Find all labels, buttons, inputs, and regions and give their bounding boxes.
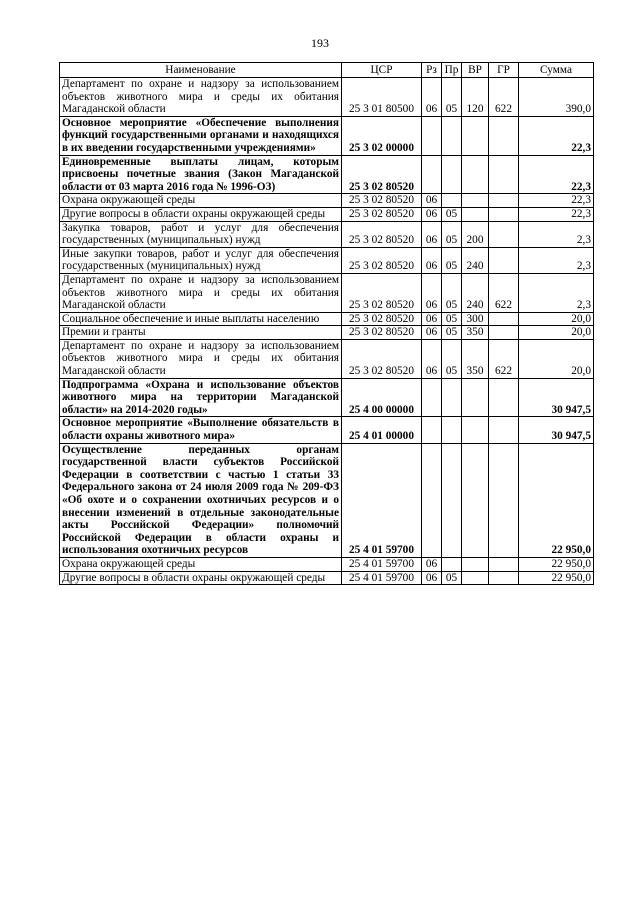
table-row bbox=[60, 326, 594, 340]
cell-sum: 22,3 bbox=[519, 194, 594, 208]
cell-rz: 06 bbox=[422, 247, 442, 273]
cell-vr bbox=[462, 557, 489, 571]
cell-csr: 25 4 01 59700 bbox=[342, 443, 422, 557]
table-row bbox=[60, 194, 594, 208]
cell-vr: 350 bbox=[462, 326, 489, 340]
table-row bbox=[60, 571, 594, 585]
cell-csr: 25 3 02 80520 bbox=[342, 247, 422, 273]
cell-gr bbox=[489, 378, 519, 417]
cell-rz: 06 bbox=[422, 78, 442, 117]
cell-name: Департамент по охране и надзору за использованием объектов животного мира и среды их обитания Магаданской области bbox=[60, 273, 342, 312]
cell-vr bbox=[462, 571, 489, 585]
cell-vr: 240 bbox=[462, 247, 489, 273]
cell-pr: 05 bbox=[442, 273, 462, 312]
cell-rz: 06 bbox=[422, 557, 442, 571]
table-row bbox=[60, 247, 594, 273]
cell-pr: 05 bbox=[442, 571, 462, 585]
cell-vr: 300 bbox=[462, 312, 489, 326]
header-rz: Рз bbox=[422, 63, 442, 78]
header-csr: ЦСР bbox=[342, 63, 422, 78]
table-row bbox=[60, 417, 594, 443]
header-name: Наименование bbox=[60, 63, 342, 78]
cell-name: Иные закупки товаров, работ и услуг для обеспечения государственных (муниципальных) нужд bbox=[60, 247, 342, 273]
cell-sum: 20,0 bbox=[519, 326, 594, 340]
cell-rz: 06 bbox=[422, 339, 442, 378]
cell-gr bbox=[489, 417, 519, 443]
cell-pr bbox=[442, 116, 462, 155]
cell-gr bbox=[489, 221, 519, 247]
cell-pr bbox=[442, 155, 462, 194]
table-body bbox=[60, 78, 594, 585]
cell-gr: 622 bbox=[489, 273, 519, 312]
table-row bbox=[60, 207, 594, 221]
table-row bbox=[60, 273, 594, 312]
cell-csr: 25 3 01 80500 bbox=[342, 78, 422, 117]
cell-name: Департамент по охране и надзору за использованием объектов животного мира и среды их обитания Магаданской области bbox=[60, 78, 342, 117]
cell-sum: 20,0 bbox=[519, 312, 594, 326]
cell-sum: 22 950,0 bbox=[519, 571, 594, 585]
cell-gr: 622 bbox=[489, 339, 519, 378]
cell-csr: 25 3 02 80520 bbox=[342, 221, 422, 247]
cell-vr: 240 bbox=[462, 273, 489, 312]
cell-csr: 25 4 01 59700 bbox=[342, 557, 422, 571]
cell-name: Охрана окружающей среды bbox=[60, 194, 342, 208]
cell-name: Основное мероприятие «Выполнение обязательств в области охраны животного мира» bbox=[60, 417, 342, 443]
cell-csr: 25 3 02 80520 bbox=[342, 339, 422, 378]
cell-gr bbox=[489, 326, 519, 340]
cell-pr: 05 bbox=[442, 339, 462, 378]
cell-csr: 25 3 02 00000 bbox=[342, 116, 422, 155]
cell-gr bbox=[489, 312, 519, 326]
cell-name: Другие вопросы в области охраны окружающей среды bbox=[60, 571, 342, 585]
cell-rz: 06 bbox=[422, 571, 442, 585]
cell-rz bbox=[422, 116, 442, 155]
cell-name: Осуществление переданных органам государственной власти субъектов Российской Федерации в соответствии с частью 1 статьи 33 Федерального закона от 24 июля 2009 года № 209-ФЗ «Об охоте и о сохранении охотничьих ресурсов и о внесении изменений в отдельные законодательные акты Российской Федерации» полномочий Российской Федерации в области охраны и использования охотничьих ресурсов bbox=[60, 443, 342, 557]
cell-csr: 25 3 02 80520 bbox=[342, 194, 422, 208]
header-gr: ГР bbox=[489, 63, 519, 78]
cell-pr bbox=[442, 417, 462, 443]
table-row bbox=[60, 116, 594, 155]
cell-vr bbox=[462, 116, 489, 155]
cell-vr: 200 bbox=[462, 221, 489, 247]
cell-name: Единовременные выплаты лицам, которым присвоены почетные звания (Закон Магаданской области от 03 марта 2016 года № 1996-ОЗ) bbox=[60, 155, 342, 194]
cell-csr: 25 4 00 00000 bbox=[342, 378, 422, 417]
cell-vr: 350 bbox=[462, 339, 489, 378]
cell-name: Закупка товаров, работ и услуг для обеспечения государственных (муниципальных) нужд bbox=[60, 221, 342, 247]
cell-csr: 25 4 01 00000 bbox=[342, 417, 422, 443]
cell-rz: 06 bbox=[422, 312, 442, 326]
cell-rz: 06 bbox=[422, 194, 442, 208]
cell-gr: 622 bbox=[489, 78, 519, 117]
cell-gr bbox=[489, 247, 519, 273]
cell-sum: 20,0 bbox=[519, 339, 594, 378]
cell-csr: 25 3 02 80520 bbox=[342, 273, 422, 312]
cell-pr bbox=[442, 378, 462, 417]
cell-pr: 05 bbox=[442, 221, 462, 247]
cell-rz: 06 bbox=[422, 221, 442, 247]
cell-rz bbox=[422, 155, 442, 194]
cell-sum: 22 950,0 bbox=[519, 557, 594, 571]
cell-vr bbox=[462, 443, 489, 557]
cell-pr bbox=[442, 557, 462, 571]
table-row bbox=[60, 557, 594, 571]
cell-pr: 05 bbox=[442, 312, 462, 326]
table-row bbox=[60, 443, 594, 557]
table-header-row bbox=[60, 63, 594, 78]
cell-sum: 390,0 bbox=[519, 78, 594, 117]
header-vr: ВР bbox=[462, 63, 489, 78]
page-number: 193 bbox=[311, 36, 329, 50]
table-row bbox=[60, 221, 594, 247]
cell-gr bbox=[489, 443, 519, 557]
table-row bbox=[60, 339, 594, 378]
cell-sum: 30 947,5 bbox=[519, 378, 594, 417]
cell-sum: 22,3 bbox=[519, 155, 594, 194]
cell-vr: 120 bbox=[462, 78, 489, 117]
cell-vr bbox=[462, 194, 489, 208]
cell-sum: 22,3 bbox=[519, 207, 594, 221]
header-sum: Сумма bbox=[519, 63, 594, 78]
table-row bbox=[60, 155, 594, 194]
cell-csr: 25 3 02 80520 bbox=[342, 155, 422, 194]
cell-gr bbox=[489, 207, 519, 221]
header-pr: Пр bbox=[442, 63, 462, 78]
cell-sum: 30 947,5 bbox=[519, 417, 594, 443]
cell-csr: 25 3 02 80520 bbox=[342, 312, 422, 326]
cell-name: Департамент по охране и надзору за использованием объектов животного мира и среды их обитания Магаданской области bbox=[60, 339, 342, 378]
cell-name: Основное мероприятие «Обеспечение выполнения функций государственными органами и находящихся в их введении государственными учреждениями» bbox=[60, 116, 342, 155]
cell-gr bbox=[489, 116, 519, 155]
cell-pr: 05 bbox=[442, 326, 462, 340]
cell-csr: 25 3 02 80520 bbox=[342, 207, 422, 221]
cell-gr bbox=[489, 194, 519, 208]
cell-rz bbox=[422, 378, 442, 417]
cell-name: Другие вопросы в области охраны окружающей среды bbox=[60, 207, 342, 221]
cell-pr: 05 bbox=[442, 247, 462, 273]
cell-sum: 2,3 bbox=[519, 247, 594, 273]
cell-pr: 05 bbox=[442, 207, 462, 221]
cell-sum: 22 950,0 bbox=[519, 443, 594, 557]
cell-pr bbox=[442, 194, 462, 208]
cell-pr: 05 bbox=[442, 78, 462, 117]
cell-rz bbox=[422, 417, 442, 443]
cell-name: Охрана окружающей среды bbox=[60, 557, 342, 571]
cell-rz: 06 bbox=[422, 326, 442, 340]
table-row bbox=[60, 78, 594, 117]
cell-csr: 25 3 02 80520 bbox=[342, 326, 422, 340]
cell-csr: 25 4 01 59700 bbox=[342, 571, 422, 585]
cell-sum: 2,3 bbox=[519, 273, 594, 312]
cell-vr bbox=[462, 417, 489, 443]
table-row bbox=[60, 312, 594, 326]
cell-vr bbox=[462, 378, 489, 417]
cell-name: Подпрограмма «Охрана и использование объектов животного мира на территории Магаданской области» на 2014-2020 годы» bbox=[60, 378, 342, 417]
cell-gr bbox=[489, 155, 519, 194]
cell-vr bbox=[462, 207, 489, 221]
table-row bbox=[60, 378, 594, 417]
cell-rz bbox=[422, 443, 442, 557]
cell-rz: 06 bbox=[422, 207, 442, 221]
budget-table bbox=[59, 62, 594, 585]
cell-rz: 06 bbox=[422, 273, 442, 312]
cell-name: Социальное обеспечение и иные выплаты населению bbox=[60, 312, 342, 326]
cell-gr bbox=[489, 571, 519, 585]
cell-name: Премии и гранты bbox=[60, 326, 342, 340]
cell-sum: 2,3 bbox=[519, 221, 594, 247]
cell-vr bbox=[462, 155, 489, 194]
cell-sum: 22,3 bbox=[519, 116, 594, 155]
cell-gr bbox=[489, 557, 519, 571]
cell-pr bbox=[442, 443, 462, 557]
